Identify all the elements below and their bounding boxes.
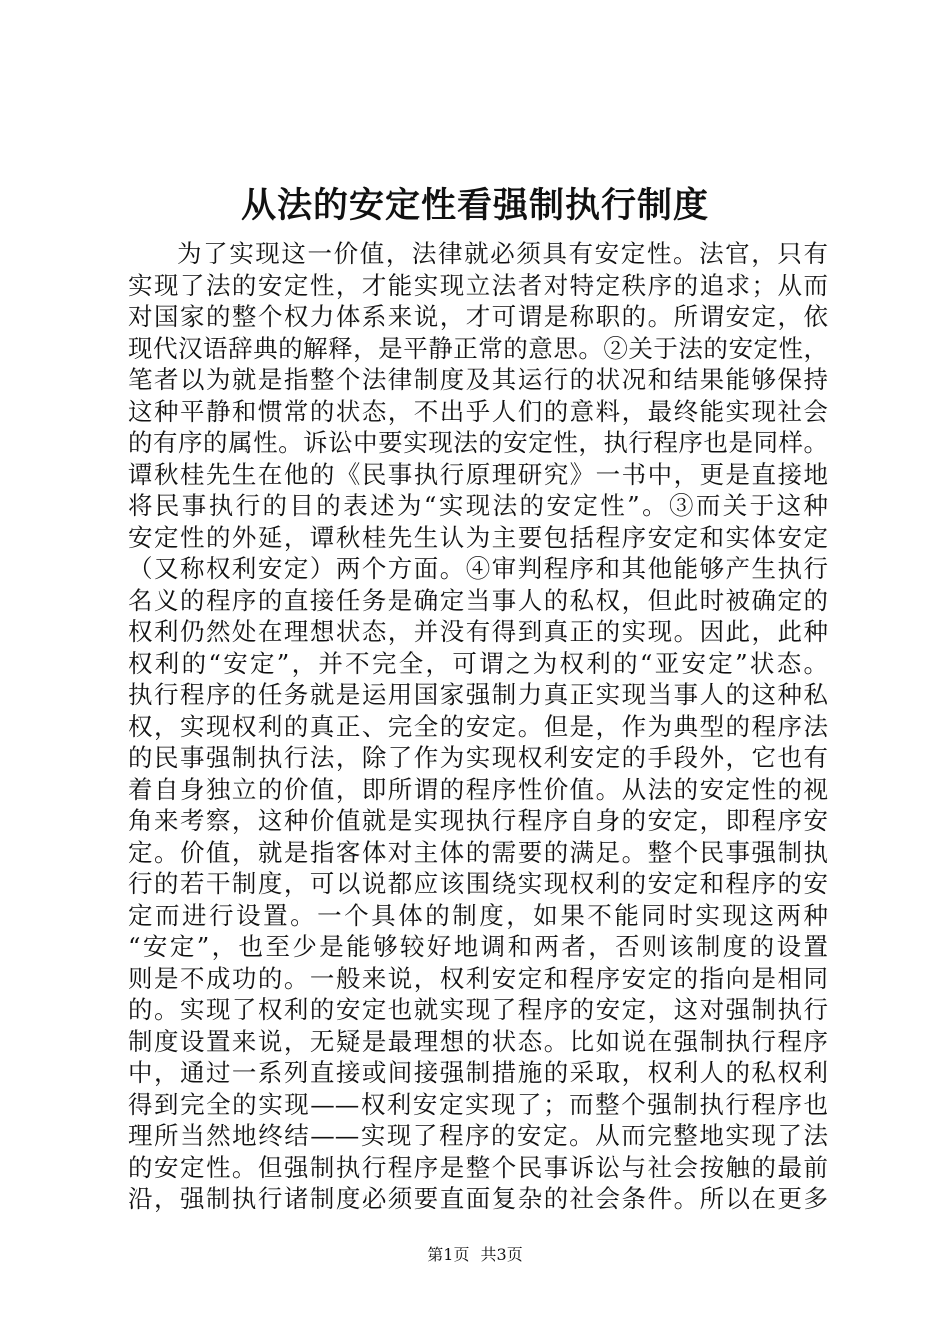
paragraph-line: 对国家的整个权力体系来说，才可谓是称职的。所谓安定，依 — [128, 302, 828, 331]
paragraph-line: 安定性的外延，谭秋桂先生认为主要包括程序安定和实体安定 — [128, 522, 828, 552]
paragraph-line: 这种平静和惯常的状态，不出乎人们的意料，最终能实现社会 — [128, 396, 828, 426]
paragraph-line: 权，实现权利的真正、完全的安定。但是，作为典型的程序法 — [128, 711, 828, 741]
document-body — [128, 238, 828, 1215]
paragraph-line: 中，通过一系列直接或间接强制措施的采取，权利人的私权利 — [128, 1058, 828, 1087]
paragraph-line: 得到完全的实现——权利安定实现了；而整个强制执行程序也 — [128, 1089, 828, 1119]
paragraph-line: 权利的“安定”，并不完全，可谓之为权利的“亚安定”状态。 — [128, 648, 828, 678]
paragraph-line: 行的若干制度，可以说都应该围绕实现权利的安定和程序的安 — [128, 869, 828, 898]
paragraph-line: 定而进行设置。一个具体的制度，如果不能同时实现这两种 — [128, 900, 828, 930]
paragraph-line: 定。价值，就是指客体对主体的需要的满足。整个民事强制执 — [128, 837, 828, 867]
paragraph-line: 沿，强制执行诸制度必须要直面复杂的社会条件。所以在更多 — [128, 1184, 828, 1213]
page-number: 第1页 — [427, 1245, 470, 1264]
paragraph-line: （又称权利安定）两个方面。④审判程序和其他能够产生执行 — [128, 554, 828, 583]
paragraph-line: 的。实现了权利的安定也就实现了程序的安定，这对强制执行 — [128, 995, 828, 1024]
document-title: 从法的安定性看强制执行制度 — [240, 185, 709, 226]
paragraph-line: 将民事执行的目的表述为“实现法的安定性”。③而关于这种 — [128, 491, 828, 520]
paragraph-line: 现代汉语辞典的解释，是平静正常的意思。②关于法的安定性， — [128, 333, 828, 363]
paragraph-line: 谭秋桂先生在他的《民事执行原理研究》一书中，更是直接地 — [128, 459, 828, 489]
paragraph-line: 则是不成功的。一般来说，权利安定和程序安定的指向是相同 — [128, 963, 828, 993]
paragraph-line: 名义的程序的直接任务是确定当事人的私权，但此时被确定的 — [128, 585, 828, 615]
paragraph-line: 理所当然地终结——实现了程序的安定。从而完整地实现了法 — [128, 1121, 828, 1150]
paragraph-line: 着自身独立的价值，即所谓的程序性价值。从法的安定性的视 — [128, 774, 828, 804]
paragraph-line: “安定”，也至少是能够较好地调和两者，否则该制度的设置 — [128, 932, 828, 961]
paragraph-line: 制度设置来说，无疑是最理想的状态。比如说在强制执行程序 — [128, 1026, 828, 1056]
page-footer — [0, 1244, 950, 1266]
page-total: 共3页 — [480, 1245, 523, 1264]
paragraph-line: 执行程序的任务就是运用国家强制力真正实现当事人的这种私 — [128, 680, 828, 709]
paragraph-line: 笔者以为就是指整个法律制度及其运行的状况和结果能够保持 — [128, 365, 828, 394]
paragraph-line: 权利仍然处在理想状态，并没有得到真正的实现。因此，此种 — [128, 617, 828, 646]
paragraph-line: 为了实现这一价值，法律就必须具有安定性。法官，只有 — [177, 239, 828, 268]
paragraph-line: 的有序的属性。诉讼中要实现法的安定性，执行程序也是同样。 — [128, 428, 828, 457]
paragraph-line: 角来考察，这种价值就是实现执行程序自身的安定，即程序安 — [128, 806, 828, 835]
paragraph-line: 实现了法的安定性，才能实现立法者对特定秩序的追求；从而 — [128, 270, 828, 300]
paragraph-line: 的民事强制执行法，除了作为实现权利安定的手段外，它也有 — [128, 743, 828, 772]
paragraph-line: 的安定性。但强制执行程序是整个民事诉讼与社会按触的最前 — [128, 1152, 828, 1182]
